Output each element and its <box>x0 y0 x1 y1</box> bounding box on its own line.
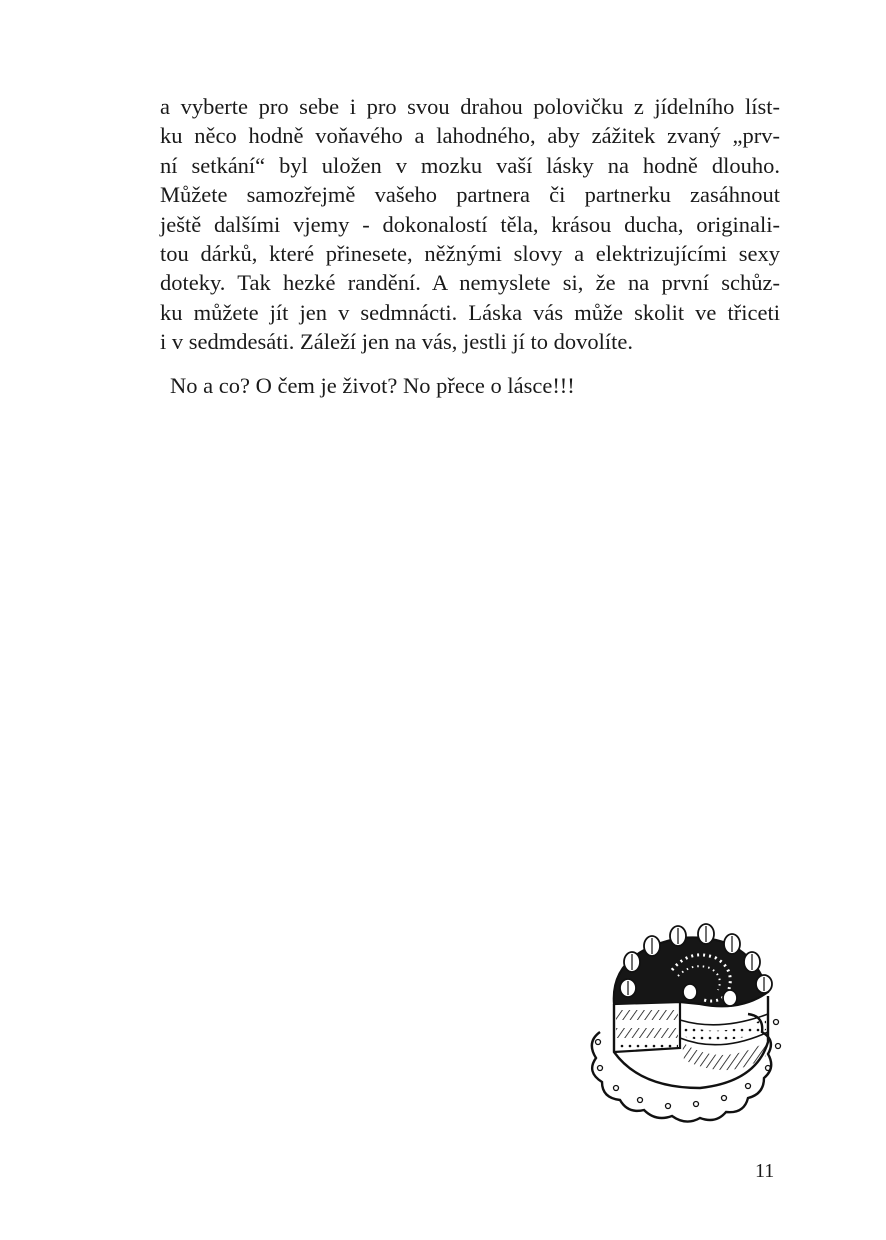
paragraph-line: i v sedmdesáti. Záleží jen na vás, jestli jí to dovolíte. <box>160 329 634 355</box>
paragraph-line: doteky. Tak hezké randění. A nemyslete si, že na první schůz- <box>160 270 780 296</box>
paragraph-2 <box>160 371 780 400</box>
paragraph-line: ku můžete jít jen v sedmnácti. Láska vás může skolit ve třiceti <box>160 299 780 325</box>
paragraph-2-text: No a co? O čem je život? No přece o lásce!!! <box>170 372 575 398</box>
paragraph-line: Můžete samozřejmě vašeho partnera či partnerku zasáhnout <box>160 182 780 208</box>
paragraph-1 <box>160 92 780 357</box>
paragraph-line: tou dárků, které přinesete, něžnými slovy a elektrizujícími sexy <box>160 240 780 266</box>
paragraph-line: ještě dalšími vjemy - dokonalostí těla, krásou ducha, originali- <box>160 211 780 237</box>
text-block <box>160 92 780 400</box>
cake-icon <box>580 892 800 1132</box>
page-number: 11 <box>755 1160 775 1182</box>
paragraph-line: a vyberte pro sebe i pro svou drahou polovičku z jídelního líst- <box>160 94 780 119</box>
paragraph-line: ní setkání“ byl uložen v mozku vaší lásky na hodně dlouho. <box>160 152 780 178</box>
paragraph-line: ku něco hodně voňavého a lahodného, aby zážitek zvaný „prv- <box>160 123 780 149</box>
